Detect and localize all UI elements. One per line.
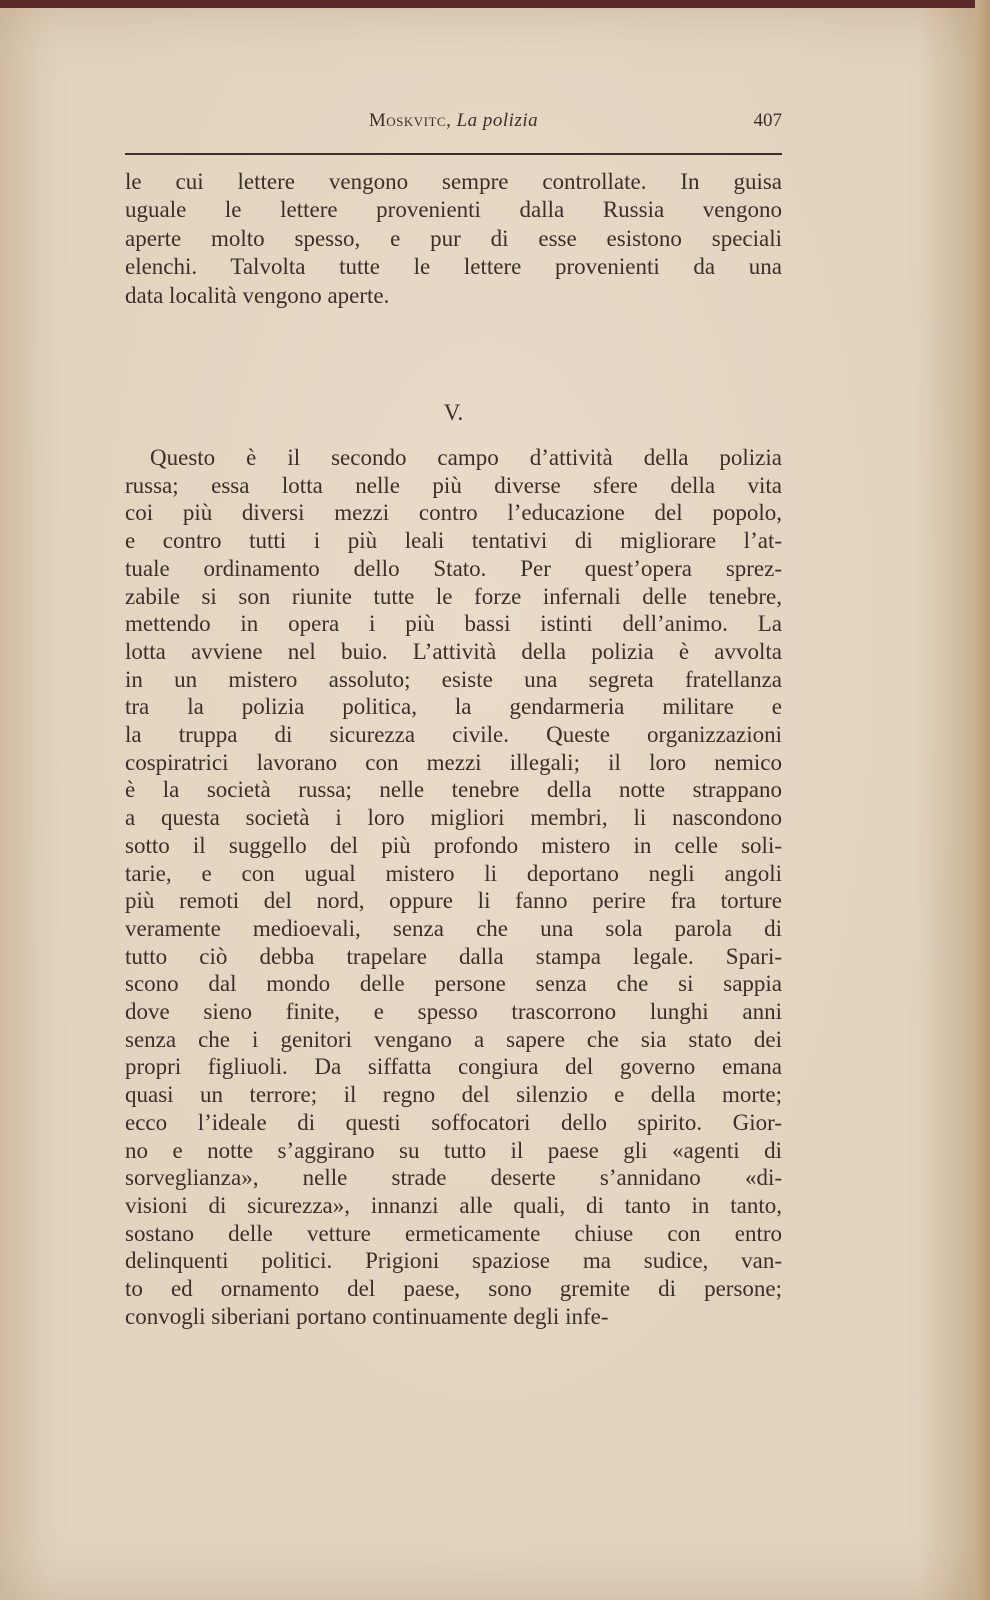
top-binding-edge: [0, 0, 990, 8]
text-line: tarie, e con ugual mistero li deportano negli angoli: [125, 860, 782, 886]
text-line: russa; essa lotta nelle più diverse sfere della vita: [125, 472, 782, 498]
text-line: a questa società i loro migliori membri, li nascondono: [125, 805, 782, 831]
text-line: propri figliuoli. Da siffatta congiura del governo emana: [125, 1054, 782, 1080]
text-line: dove sieno finite, e spesso trascorrono lunghi anni: [125, 999, 782, 1024]
page-header: [125, 104, 782, 138]
running-head-title: La polizia: [456, 110, 539, 131]
page-right-edge: [975, 0, 990, 1600]
text-line: tuale ordinamento dello Stato. Per quest’opera sprez-: [125, 555, 782, 581]
text-line: lotta avviene nel buio. L’attività della polizia è avvolta: [125, 638, 782, 664]
text-line: in un mistero assoluto; esiste una segreta fratellanza: [125, 666, 782, 692]
text-line: quasi un terrore; il regno del silenzio e della morte;: [125, 1082, 782, 1108]
text-line: data località vengono aperte.: [125, 282, 390, 308]
text-line: to ed ornamento del paese, sono gremite di persone;: [125, 1276, 782, 1301]
text-line: sotto il suggello del più profondo mistero in celle soli-: [125, 832, 782, 858]
text-line: visioni di sicurezza», innanzi alle quali, di tanto in tanto,: [125, 1192, 782, 1218]
text-line: delinquenti politici. Prigioni spaziose ma sudice, van-: [125, 1248, 782, 1274]
text-line: e contro tutti i più leali tentativi di migliorare l’at-: [125, 528, 782, 554]
text-line: senza che i genitori vengano a sapere che sia stato dei: [125, 1026, 782, 1052]
text-line: mettendo in opera i più bassi istinti dell’animo. La: [125, 611, 782, 637]
text-line: convogli siberiani portano continuamente degli infe-: [125, 1303, 609, 1329]
text-line: no e notte s’aggirano su tutto il paese gli «agenti di: [125, 1137, 782, 1163]
text-line: sorveglianza», nelle strade deserte s’annidano «di-: [125, 1165, 782, 1191]
header-rule: [125, 153, 782, 155]
text-line: la truppa di sicurezza civile. Queste organizzazioni: [125, 722, 782, 747]
text-line: più remoti del nord, oppure li fanno perire fra torture: [125, 888, 782, 914]
text-line: elenchi. Talvolta tutte le lettere provenienti da una: [125, 254, 782, 280]
text-line: tutto ciò debba trapelare dalla stampa legale. Spari-: [125, 943, 782, 969]
text-line: zabile si son riunite tutte le forze infernali delle tenebre,: [125, 583, 782, 609]
text-line: è la società russa; nelle tenebre della notte strappano: [125, 777, 782, 803]
page-number: 407: [753, 110, 782, 131]
text-line: ecco l’ideale di questi soffocatori dello spirito. Gior-: [125, 1109, 782, 1135]
text-line: Questo è il secondo campo d’attività della polizia: [150, 445, 782, 470]
text-line: aperte molto spesso, e pur di esse esistono speciali: [125, 225, 782, 251]
text-line: veramente medioevali, senza che una sola parola di: [125, 915, 782, 941]
text-line: cospiratrici lavorano con mezzi illegali; il loro nemico: [125, 749, 782, 775]
text-line: uguale le lettere provenienti dalla Russia vengono: [125, 197, 782, 223]
running-head: [125, 110, 782, 132]
text-line: tra la polizia politica, la gendarmeria militare e: [125, 694, 782, 720]
text-line: scono dal mondo delle persone senza che si sappia: [125, 971, 782, 997]
text-line: coi più diversi mezzi contro l’educazione del popolo,: [125, 500, 782, 526]
text-line: le cui lettere vengono sempre controllate. In guisa: [125, 169, 782, 194]
running-head-author: Moskvitc,: [368, 110, 452, 131]
section-numeral: V.: [443, 400, 464, 425]
text-line: sostano delle vetture ermeticamente chiuse con entro: [125, 1220, 782, 1246]
